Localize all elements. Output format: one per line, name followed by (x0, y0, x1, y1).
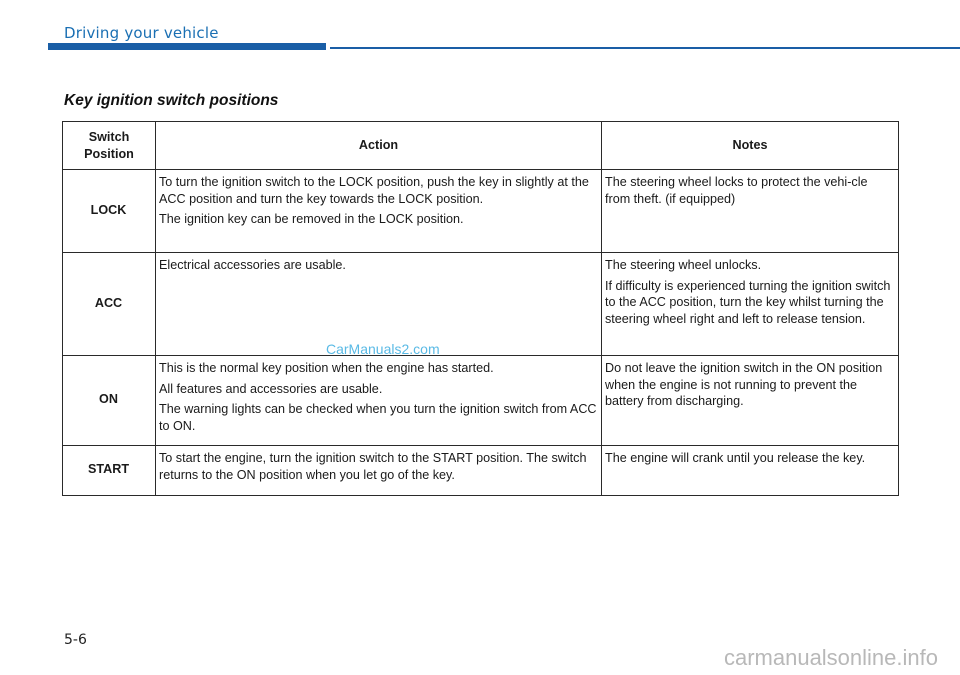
notes-cell (602, 170, 899, 253)
action-cell (156, 356, 602, 446)
watermark-link[interactable]: CarManuals2.com (326, 341, 440, 357)
action-text: The warning lights can be checked when you turn the ignition switch from ACC to ON. (159, 402, 597, 433)
notes-cell (602, 356, 899, 446)
notes-text: The steering wheel unlocks. (605, 258, 762, 272)
table-row (63, 356, 899, 446)
ignition-positions-table (62, 121, 899, 496)
action-text: This is the normal key position when the engine has started. (159, 361, 494, 375)
notes-text: Do not leave the ignition switch in the ON position when the engine is not running to prevent the battery from discharging. (605, 361, 883, 408)
position-cell: LOCK (63, 170, 156, 253)
action-cell (156, 446, 602, 496)
action-text: The ignition key can be removed in the LOCK position. (159, 212, 464, 226)
notes-text: The engine will crank until you release the key. (605, 451, 866, 465)
page-number: 5-6 (64, 632, 87, 648)
notes-text: If difficulty is experienced turning the ignition switch to the ACC position, turn the key whilst turning the steering wheel right and left to release tension. (605, 278, 891, 326)
header-rule-thick (48, 43, 326, 50)
action-text: To start the engine, turn the ignition switch to the START position. The switch returns to the ON position when you let go of the key. (159, 451, 587, 482)
footer-watermark: carmanualsonline.info (723, 645, 938, 670)
notes-text: The steering wheel locks to protect the vehi-cle from theft. (if equipped) (605, 175, 868, 206)
header-action: Action (156, 122, 602, 170)
table-row (63, 253, 899, 356)
notes-cell (602, 253, 899, 356)
position-cell: ACC (63, 253, 156, 356)
action-cell (156, 170, 602, 253)
table-header-row (63, 122, 899, 170)
table-row (63, 446, 899, 496)
table-row (63, 170, 899, 253)
header-switch-position-label: Switch Position (84, 130, 134, 161)
header-notes: Notes (602, 122, 899, 170)
action-text: Electrical accessories are usable. (159, 258, 346, 272)
header-switch-position (63, 122, 156, 170)
position-cell: START (63, 446, 156, 496)
position-cell: ON (63, 356, 156, 446)
action-text: To turn the ignition switch to the LOCK position, push the key in slightly at the ACC position and turn the key towards the LOCK position. (159, 175, 589, 206)
page-title: Key ignition switch positions (64, 92, 279, 109)
header-rule-thin (330, 47, 960, 49)
action-text: All features and accessories are usable. (159, 381, 383, 396)
section-header: Driving your vehicle (64, 24, 219, 42)
notes-cell (602, 446, 899, 496)
